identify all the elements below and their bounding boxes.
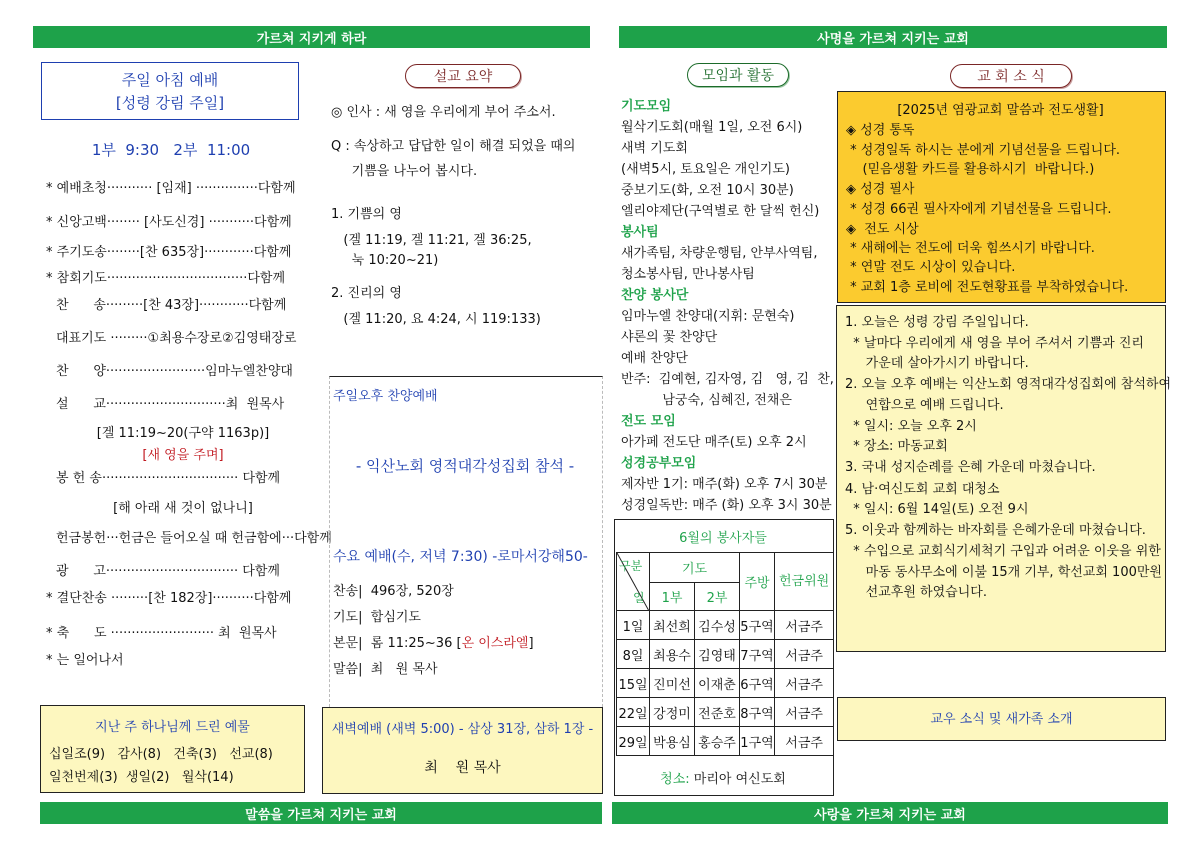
header-offering: 헌금위원 — [775, 553, 834, 611]
worship-order-item: 헌금봉헌···헌금은 들어오실 때 헌금함에···다함께 — [56, 531, 332, 546]
church-news-pill: 교 회 소 식 — [950, 64, 1072, 88]
activity-group-title: 전도 모임 — [621, 414, 676, 429]
yearly-plan-line: * 성경 66권 필사자에게 기념선물을 드립니다. — [846, 202, 1112, 217]
volunteer-cell-kitchen: 1구역 — [740, 727, 775, 756]
yearly-plan-line: * 연말 전도 시상이 있습니다. — [846, 260, 1016, 275]
activity-line: 임마누엘 찬양대(지휘: 문현숙) — [621, 309, 795, 324]
activity-line: 청소봉사팀, 만나봉사팀 — [621, 267, 755, 282]
bottom-right-banner: 사랑을 가르쳐 지키는 교회 — [612, 802, 1168, 824]
activity-line: 남궁숙, 심혜진, 전채은 — [621, 393, 792, 408]
yearly-plan-line: (믿음생활 카드를 활용하시기 바랍니다.) — [846, 162, 1095, 177]
worship-order-item: 광 고································ 다함께 — [56, 564, 280, 579]
news-line: 연합으로 예배 드립니다. — [845, 398, 1004, 413]
sermon-line: ◎ 인사 : 새 영을 우리에게 부어 주소서. — [331, 105, 556, 120]
volunteer-cell-offering: 서금주 — [775, 727, 834, 756]
volunteer-cell-p2: 전준호 — [695, 698, 740, 727]
volunteer-cell-p1: 최선희 — [650, 611, 695, 640]
news-line: 마동 동사무소에 이불 15개 기부, 학선교회 100만원 — [845, 565, 1162, 580]
volunteer-cell-p1: 박용심 — [650, 727, 695, 756]
wednesday-hymn: 찬송| 496장, 520장 — [333, 584, 454, 599]
activity-line: 예배 찬양단 — [621, 351, 688, 366]
yearly-plan-line: ◈ 전도 시상 — [846, 222, 919, 237]
sermon-line: (겔 11:20, 요 4:24, 시 119:133) — [331, 312, 541, 327]
yearly-plan-line: * 교회 1층 로비에 전도현황표를 부착하였습니다. — [846, 280, 1129, 295]
afternoon-title: 주일오후 찬양예배 — [333, 389, 438, 404]
news-line: * 장소: 마동교회 — [845, 439, 948, 454]
worship-order-item: * 축 도 ························· 최 원목사 — [46, 626, 277, 641]
yearly-plan-line: [2025년 염광교회 말씀과 전도생활] — [897, 103, 1104, 118]
sermon-summary-pill: 설교 요약 — [405, 64, 521, 88]
sermon-line: 1. 기쁨의 영 — [331, 207, 402, 222]
worship-subtitle: [성령 강림 주일] — [115, 94, 225, 112]
volunteer-cell-kitchen: 5구역 — [740, 611, 775, 640]
cleaning-value: 마리아 여신도회 — [693, 772, 786, 787]
worship-order-item: * 예배초청··········· [임재] ···············다함께 — [46, 181, 296, 196]
worship-item-offertory: 봉 헌 송································· 다함께 — [56, 471, 281, 486]
sermon-line: Q : 속상하고 답답한 일이 해결 되었을 때의 — [331, 139, 576, 154]
sermon-line: 눅 10:20~21) — [331, 253, 439, 268]
sermon-line: 기쁨을 나누어 봅시다. — [331, 164, 478, 179]
header-il: 일 — [633, 591, 645, 605]
activity-line: 성경일독반: 매주 (화) 오후 3시 30분 — [621, 498, 832, 513]
activity-group-title: 성경공부모임 — [621, 456, 697, 471]
hymn-title: [해 아래 새 것이 없나니] — [113, 501, 253, 516]
activity-line: 반주: 김예현, 김자영, 김 영, 김 찬, — [621, 372, 834, 387]
volunteers-table — [616, 552, 834, 756]
yearly-plan-line: ◈ 성경 통독 — [846, 123, 915, 138]
activities-pill: 모임과 활동 — [687, 63, 789, 87]
worship-title-box — [41, 62, 299, 120]
volunteer-cell-p1: 강정미 — [650, 698, 695, 727]
activity-group-title: 봉사팀 — [621, 225, 659, 240]
volunteer-cell-kitchen: 8구역 — [740, 698, 775, 727]
yearly-plan-line: ◈ 성경 필사 — [846, 182, 915, 197]
wednesday-title: 수요 예배(수, 저녁 7:30) -로마서강해50- — [333, 549, 588, 565]
news-line: 1. 오늘은 성령 강림 주일입니다. — [845, 315, 1029, 330]
activity-line: 중보기도(화, 오전 10시 30분) — [621, 183, 794, 198]
table-row — [617, 727, 834, 756]
volunteer-cell-offering: 서금주 — [775, 669, 834, 698]
news-line: 가운데 살아가시기 바랍니다. — [845, 356, 1029, 371]
worship-order-item: * 결단찬송 ·········[찬 182장]··········다함께 — [46, 591, 292, 606]
sermon-line: (겔 11:19, 겔 11:21, 겔 36:25, — [331, 233, 532, 248]
activity-line: 새가족팀, 차량운행팀, 안부사역팀, — [621, 246, 818, 261]
news-line: 3. 국내 성지순례를 은혜 가운데 마쳤습니다. — [845, 460, 1096, 475]
news-line: 5. 이웃과 함께하는 바자회를 은혜가운데 마쳤습니다. — [845, 523, 1146, 538]
activity-line: 엘리야제단(구역별로 한 달씩 헌신) — [621, 204, 820, 219]
volunteer-cell-p1: 최용수 — [650, 640, 695, 669]
wednesday-preacher: 말씀| 최 원 목사 — [333, 662, 438, 677]
yearly-plan-line: * 새해에는 전도에 더욱 힘쓰시기 바랍니다. — [846, 241, 1095, 256]
wednesday-scripture-suffix: ] — [528, 636, 534, 651]
activity-group-title: 찬양 봉사단 — [621, 288, 689, 303]
header-gubun: 구분 — [619, 559, 643, 573]
volunteer-cell-day: 22일 — [617, 698, 650, 727]
bottom-left-banner: 말씀을 가르쳐 지키는 교회 — [40, 802, 602, 824]
volunteer-cell-kitchen: 7구역 — [740, 640, 775, 669]
worship-order-item: 설 교·····························최 원목사 — [56, 397, 285, 412]
wednesday-scripture-highlight: 온 이스라엘 — [461, 636, 529, 651]
news-line: * 일시: 오늘 오후 2시 — [845, 419, 977, 434]
member-news-title: 교우 소식 및 새가족 소개 — [930, 712, 1073, 727]
worship-title: 주일 아침 예배 — [121, 71, 219, 89]
worship-order-item: * 신앙고백········ [사도신경] ···········다함께 — [46, 215, 292, 230]
activity-group-title: 기도모임 — [621, 99, 672, 114]
activity-line: 월삭기도회(매월 1일, 오전 6시) — [621, 120, 803, 135]
standing-note: * 는 일어나서 — [46, 653, 124, 668]
news-line: * 일시: 6월 14일(토) 오전 9시 — [845, 502, 1029, 517]
header-gubun-il — [617, 553, 650, 611]
afternoon-event: - 익산노회 영적대각성집회 참석 - — [355, 457, 575, 475]
header-1bu: 1부 — [650, 583, 695, 611]
member-news-box — [837, 697, 1166, 741]
table-row — [617, 640, 834, 669]
activity-line: 아가페 전도단 매주(토) 오후 2시 — [621, 435, 807, 450]
wednesday-scripture — [333, 635, 534, 653]
header-kitchen: 주방 — [740, 553, 775, 611]
news-line: 선교후원 하였습니다. — [845, 585, 987, 600]
offering-line-2: 일천번제(3) 생일(2) 월삭(14) — [49, 770, 234, 785]
volunteer-cell-kitchen: 6구역 — [740, 669, 775, 698]
volunteer-cell-p2: 김영태 — [695, 640, 740, 669]
cleaning-label: 청소: — [660, 772, 690, 787]
activity-line: (새벽5시, 토요일은 개인기도) — [621, 162, 790, 177]
offering-title: 지난 주 하나님께 드린 예물 — [95, 720, 250, 735]
header-prayer: 기도 — [650, 553, 740, 583]
top-left-banner: 가르쳐 지키게 하라 — [33, 26, 590, 48]
volunteers-table-wrap — [616, 552, 834, 756]
worship-order-item: 찬 양························임마누엘찬양대 — [56, 364, 293, 379]
news-line: 2. 오늘 오후 예배는 익산노회 영적대각성집회에 참석하여 — [845, 377, 1172, 392]
activity-line: 샤론의 꽃 찬양단 — [621, 330, 718, 345]
table-row — [617, 669, 834, 698]
dawn-title: 새벽예배 (새벽 5:00) - 삼상 31장, 삼하 1장 - — [331, 722, 594, 737]
sermon-line: 2. 진리의 영 — [331, 286, 402, 301]
dawn-preacher: 최 원 목사 — [424, 760, 501, 776]
volunteer-cell-day: 8일 — [617, 640, 650, 669]
volunteer-cell-day: 15일 — [617, 669, 650, 698]
wednesday-prayer: 기도| 합심기도 — [333, 610, 421, 625]
wednesday-scripture-prefix: 본문| 롬 11:25~36 [ — [333, 636, 462, 651]
afternoon-section — [329, 376, 603, 707]
news-line: 4. 남·여신도회 교회 대청소 — [845, 482, 1000, 497]
volunteer-cell-day: 1일 — [617, 611, 650, 640]
offering-line-1: 십일조(9) 감사(8) 건축(3) 선교(8) — [49, 747, 273, 762]
volunteer-cell-offering: 서금주 — [775, 611, 834, 640]
activity-line: 새벽 기도회 — [621, 141, 688, 156]
worship-order-item: 대표기도 ·········①최용수장로②김영태장로 — [56, 331, 297, 346]
volunteer-cell-p1: 진미선 — [650, 669, 695, 698]
header-2bu: 2부 — [695, 583, 740, 611]
worship-order-item: * 참회기도··································다함께 — [46, 271, 286, 286]
table-row — [617, 698, 834, 727]
news-line: * 날마다 우리에게 새 영을 부어 주셔서 기쁨과 진리 — [845, 336, 1144, 351]
volunteer-cell-offering: 서금주 — [775, 640, 834, 669]
cleaning-line — [614, 768, 832, 787]
volunteer-cell-offering: 서금주 — [775, 698, 834, 727]
offering-box — [40, 705, 305, 793]
sermon-scripture: [겔 11:19~20(구약 1163p)] — [96, 426, 270, 441]
volunteer-cell-day: 29일 — [617, 727, 650, 756]
volunteers-title: 6월의 봉사자들 — [679, 531, 767, 546]
worship-order-item: * 주기도송········[찬 635장]············다함께 — [46, 245, 292, 260]
volunteer-cell-p2: 홍승주 — [695, 727, 740, 756]
yearly-plan-line: * 성경일독 하시는 분에게 기념선물을 드립니다. — [846, 143, 1121, 158]
volunteer-cell-p2: 이재춘 — [695, 669, 740, 698]
sermon-title: [새 영을 주며] — [142, 448, 224, 463]
news-line: * 수입으로 교회식기세척기 구입과 어려운 이웃을 위한 — [845, 544, 1161, 559]
top-right-banner: 사명을 가르쳐 지키는 교회 — [619, 26, 1167, 48]
service-times: 1부 9:30 2부 11:00 — [91, 141, 251, 159]
table-row — [617, 611, 834, 640]
dawn-box — [322, 707, 603, 794]
worship-order-item: 찬 송·········[찬 43장]············다함께 — [56, 298, 287, 313]
volunteer-cell-p2: 김수성 — [695, 611, 740, 640]
activity-line: 제자반 1기: 매주(화) 오후 7시 30분 — [621, 477, 828, 492]
